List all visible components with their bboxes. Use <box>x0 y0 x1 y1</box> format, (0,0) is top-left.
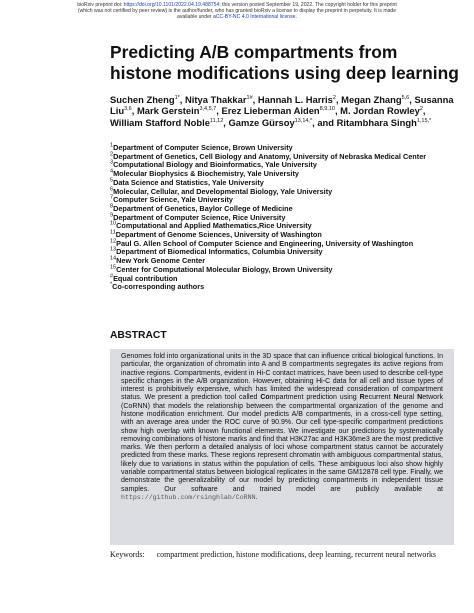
abstract-heading: ABSTRACT <box>110 330 167 341</box>
paper-title: Predicting A/B compartments from histone modifications using deep learning <box>110 42 459 83</box>
license-link[interactable]: CC-BY-NC 4.0 International license <box>215 14 296 21</box>
affiliation-text: New York Genome Center <box>116 256 206 266</box>
abstract-co-rest: mpartment prediction using <box>269 394 360 402</box>
author-item <box>137 105 216 116</box>
author-item <box>337 117 432 128</box>
affiliation-mark: 13 <box>110 247 117 254</box>
author-name: William Stafford Noble <box>110 116 210 128</box>
affiliation-mark: 11 <box>110 229 116 236</box>
abstract-part-1: Genomes fold into organizational units in the 3D space that can influence critical biological functions. In particular, the organization of chromatin into A and B compartments segregates its active regions from inactive regions. Compartments, evident in Hi-C contact matrices, have been used to describe cell-type specific changes in the A/B organization. However, obtaining Hi-C data for all cell and tissue types of interest is prohibitively expensive, which has limited the widespread consideration of compartment status. We present a prediction tool called <box>121 353 443 402</box>
abstract-n2-rest: etwork (CoRNN) that models the relationship between the compartmental organization of the genome and histone modification enrichment. Our model predicts A/B compartments, in a cross-cell type setting, with an average area under the ROC curve of 90.9%. Our cell type-specific compartment predictions show high overlap with known functional elements. We investigate our predictions by systematically removing combinations of histone marks and find that H3K27ac and H3K36me3 are the most predictive marks. We then perform a detailed analysis of loci whose compartment status cannot be accurately predicted from these marks. These regions represent chromatin with ambiguous compartmental status, likely due to variations in status within the population of cells. These ambiguous loci also show highly variable compartmental status between biological replicates in the same GM12878 cell type. Finally, we demonstrate the generalizability of our model by predicting compartments in independent tissue samples. Our software and trained model are publicly available at <box>121 394 443 493</box>
affiliation-list <box>110 144 464 292</box>
abstract-text <box>121 353 443 502</box>
author-name: Susanna Liu <box>110 94 454 117</box>
banner-license-suffix: . <box>295 14 297 21</box>
affiliation-text: Computational Biology and Bioinformatics, Yale University <box>113 160 317 170</box>
abstract-box <box>110 349 454 545</box>
abstract-end: . <box>255 493 258 501</box>
author-affiliation-mark: 8,9,10 <box>319 106 335 113</box>
affiliation-text: Department of Genetics, Cell Biology and Anatomy, University of Nebraska Medical Center <box>113 151 427 161</box>
affiliation-mark: 10 <box>110 220 117 227</box>
author-affiliation-mark: 2 <box>332 94 336 101</box>
author-affiliation-mark: 1,15,* <box>416 117 432 124</box>
author-name: Erez Lieberman Aiden <box>221 105 320 117</box>
affiliation-mark: 12 <box>110 238 117 245</box>
author-item <box>185 94 253 105</box>
author-name: M. Jordan Rowley <box>340 105 420 117</box>
keywords <box>110 550 462 560</box>
software-url-link[interactable]: https://github.com/rsinghlab/CoRNN <box>121 493 256 501</box>
doi-link[interactable]: https://doi.org/10.1101/2022.04.19.488754 <box>123 2 220 8</box>
author-affiliation-mark: 3,4,5,7 <box>199 106 217 113</box>
affiliation-mark: 2 <box>110 151 114 158</box>
banner-doi-prefix: bioRxiv preprint doi: <box>77 2 124 8</box>
author-item <box>222 105 335 116</box>
affiliation-text: Data Science and Statistics, Yale University <box>113 177 264 187</box>
affiliation-text: Center for Computational Molecular Biology, Brown University <box>116 264 333 274</box>
banner-line-3 <box>0 14 474 20</box>
affiliation-mark: 6 <box>110 186 114 193</box>
affiliation-text: Department of Biomedical Informatics, Columbia University <box>116 247 323 257</box>
author-affiliation-mark: 2 <box>419 106 423 113</box>
affiliation-text: Equal contribution <box>113 273 178 283</box>
affiliation-mark: 9 <box>110 212 114 219</box>
author-item <box>340 105 423 116</box>
author-name: Mark Gerstein <box>136 105 200 117</box>
affiliation-mark: 8 <box>110 203 114 210</box>
author-affiliation-mark: 1* <box>174 94 180 101</box>
author-affiliation-mark: 11,12 <box>209 117 224 124</box>
author-name: Nitya Thakkar <box>185 94 247 105</box>
affiliation-text: Paul G. Allen School of Computer Science and Engineering, University of Washington <box>116 238 414 248</box>
affiliation-mark: 7 <box>110 194 114 201</box>
affiliation-text: Department of Computer Science, Rice University <box>113 212 286 222</box>
affiliation-mark: # <box>110 273 114 280</box>
affiliation-mark: 15 <box>110 264 117 271</box>
acronym-n1: N <box>393 394 399 402</box>
affiliation-mark: 4 <box>110 168 114 175</box>
affiliation-mark: * <box>110 281 113 288</box>
affiliation-text: Molecular, Cellular, and Developmental Biology, Yale University <box>113 186 333 196</box>
affiliation-mark: 5 <box>110 177 114 184</box>
keywords-label: Keywords: <box>110 550 145 559</box>
author-name: Hannah L. Harris <box>257 94 333 105</box>
keywords-text: compartment prediction, histone modifications, deep learning, recurrent neural networks <box>156 550 437 559</box>
affiliation-text: Co-corresponding authors <box>112 282 205 292</box>
banner-line-1-suffix: ; this version posted September 19, 2022. The copyright holder for this preprint <box>219 2 397 8</box>
author-affiliation-mark: 3,6 <box>124 106 132 113</box>
banner-line-2: (which was not certified by peer review) is the author/funder, who has granted bioRxiv a license to display the preprint in perpetuity. It is made <box>77 8 397 15</box>
author-list: Suchen Zheng$^{1*}$, Nitya Thakkar$^{1\#}$, Hannah L. Harris$^2$, Megan Zhang$^{5,6}$, Susanna Liu$^{3,6}$, Mark Gerstein$^{3,4,5,7}$, Erez Lieberman Aiden$^{8,9,10}$, M. Jordan Rowley$^2$, William Stafford Noble$^{11,12}$, Gamze Gürsoy$^{13,14,*}$, and Ritambhara Singh$^{1,15,*}$ <box>110 94 454 128</box>
author-item <box>341 94 409 105</box>
affiliation-mark: 1 <box>110 142 114 149</box>
affiliation-text: Molecular Biophysics & Biochemistry, Yale University <box>113 169 299 179</box>
author-item <box>110 117 223 128</box>
author-name: Megan Zhang <box>341 94 402 105</box>
affiliation-mark: 14 <box>110 255 117 262</box>
preprint-banner <box>0 2 474 20</box>
acronym-n2: N <box>417 394 423 402</box>
abstract-r-rest: ecurrent <box>364 394 394 402</box>
author-affiliation-mark: 13,14,* <box>294 117 313 124</box>
abstract-n1-rest: eural <box>398 394 418 402</box>
author-name: Gamze Gürsoy <box>228 116 295 128</box>
affiliation-text: Department of Computer Science, Brown University <box>113 143 293 152</box>
author-item <box>110 94 180 105</box>
acronym-co: Co <box>260 394 270 402</box>
author-name: Suchen Zheng <box>110 94 175 105</box>
affiliation-text: Department of Genetics, Baylor College of Medicine <box>113 203 293 213</box>
acronym-r: R <box>359 394 365 402</box>
author-item <box>258 94 336 105</box>
affiliation-text: Department of Genome Sciences, University of Washington <box>115 230 322 240</box>
author-name: Ritambhara Singh <box>336 116 417 128</box>
affiliation-item <box>110 283 464 292</box>
affiliation-mark: 3 <box>110 159 114 166</box>
author-affiliation-mark: 1# <box>246 94 253 101</box>
affiliation-text: Computer Science, Yale University <box>113 195 233 205</box>
affiliation-text: Computational and Applied Mathematics,Rice University <box>116 221 312 231</box>
author-affiliation-mark: 5,6 <box>401 94 410 101</box>
banner-license-prefix: available under a <box>177 14 216 21</box>
author-item <box>229 117 313 128</box>
